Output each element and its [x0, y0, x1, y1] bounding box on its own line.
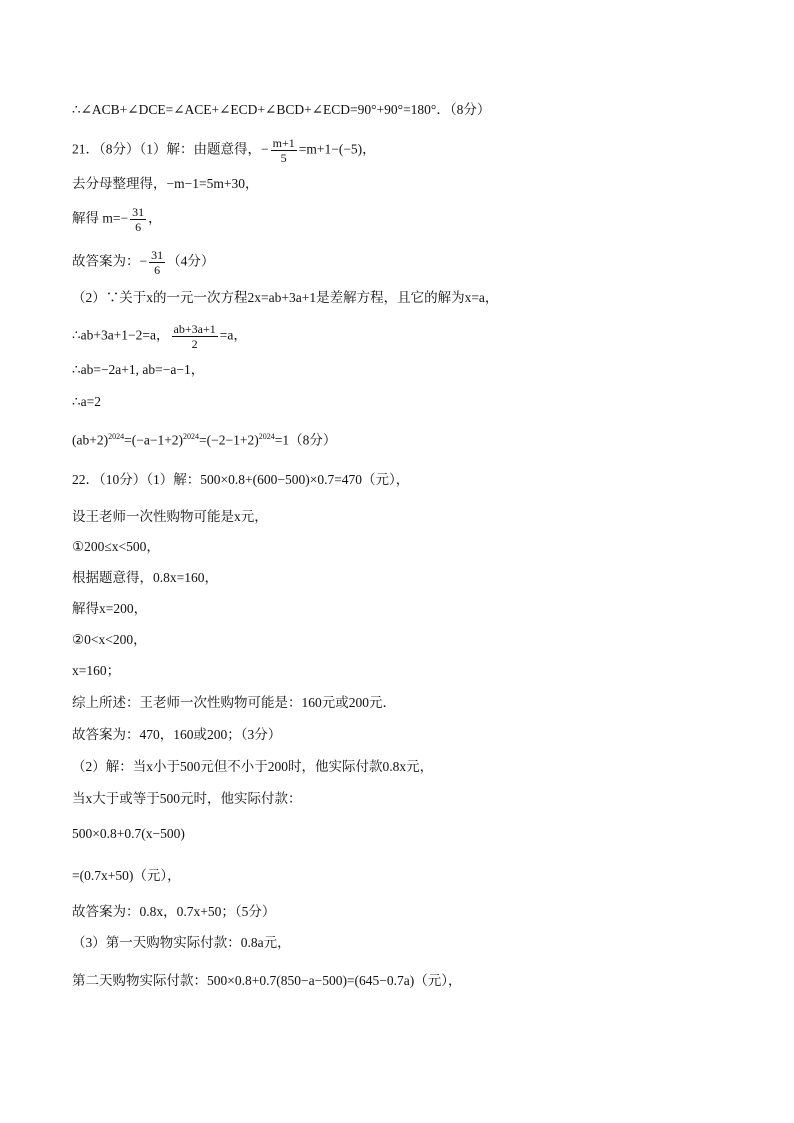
power-base-2: =(−a−1+2) — [124, 432, 184, 448]
line-q22-part3: （3）第一天购物实际付款：0.8a元， — [72, 935, 291, 950]
line-x-160: x=160； — [72, 663, 121, 678]
line-by-problem: 根据题意得，0.8x=160， — [72, 570, 218, 585]
line-q22-part1: 22．（10分）（1）解：500×0.8+(600−500)×0.7=470（元）， — [72, 472, 410, 487]
power-base-1: (ab+2) — [72, 432, 109, 448]
line-solve-x: 解得x=200， — [72, 601, 148, 616]
q21-header: 21．（8分）（1）解：由题意得， — [72, 141, 261, 157]
fraction-numerator: 31 — [151, 248, 164, 262]
fraction-denominator: 5 — [280, 151, 287, 165]
line-ab-values: ∴ab=−2a+1, ab=−a−1， — [72, 362, 205, 377]
line-solve-m — [72, 205, 162, 234]
equation-text: ∴ab+3a+1−2=a， — [72, 327, 170, 343]
line-q21-part2: （2）∵关于x的一元一次方程2x=ab+3a+1是差解方程，且它的解为x=a， — [72, 290, 499, 305]
line-power-result — [72, 427, 336, 451]
fraction — [130, 205, 146, 234]
line-expression: 500×0.8+0.7(x−500) — [72, 826, 185, 841]
fraction-numerator: m+1 — [272, 136, 295, 150]
line-answer-3: 故答案为：0.8x，0.7x+50；（5分） — [72, 904, 276, 919]
equation-rest: =a， — [219, 327, 247, 343]
exponent: 2024 — [258, 432, 275, 441]
line-case-2: ②0<x<200， — [72, 632, 147, 647]
exponent: 2024 — [183, 432, 200, 441]
line-q21-part1 — [72, 136, 376, 165]
line-clear-denominator: 去分母整理得，−m−1=5m+30， — [72, 176, 259, 191]
line-day-two: 第二天购物实际付款：500×0.8+0.7(850−a−500)=(645−0.7a)（元）， — [72, 973, 462, 988]
equation-rest: ， — [148, 210, 162, 226]
line-case-1: ①200≤x<500， — [72, 539, 160, 554]
score-text: （4分） — [167, 253, 215, 269]
fraction-numerator: ab+3a+1 — [173, 322, 216, 336]
fraction-numerator: 31 — [132, 205, 145, 219]
power-result: =1（8分） — [274, 432, 337, 448]
neg-sign: − — [261, 141, 269, 157]
line-summary: 综上所述：王老师一次性购物可能是：160元或200元． — [72, 695, 396, 710]
fraction-denominator: 6 — [154, 263, 161, 277]
line-q22-part2: （2）解：当x小于500元但不小于200时，他实际付款0.8x元， — [72, 759, 434, 774]
line-simplified: =(0.7x+50)（元）， — [72, 868, 181, 883]
line-assume-x: 设王老师一次性购物可能是x元， — [72, 509, 268, 524]
fraction-denominator: 6 — [135, 220, 142, 234]
fraction — [172, 322, 218, 351]
fraction-denominator: 2 — [191, 337, 198, 351]
line-equation-a — [72, 322, 247, 351]
power-base-3: =(−2−1+2) — [199, 432, 259, 448]
line-angle-sum: ∴∠ACB+∠DCE=∠ACE+∠ECD+∠BCD+∠ECD=90°+90°=180°．（8分） — [72, 102, 491, 117]
line-over-500: 当x大于或等于500元时，他实际付款： — [72, 791, 302, 806]
solve-text: 解得 m=− — [72, 210, 129, 226]
fraction — [271, 136, 297, 165]
line-answer-2: 故答案为：470，160或200；（3分） — [72, 727, 282, 742]
line-answer-1 — [72, 248, 214, 277]
line-a-value: ∴a=2 — [72, 394, 101, 409]
equation-rest: =m+1−(−5)， — [298, 141, 376, 157]
exponent: 2024 — [108, 432, 125, 441]
fraction — [149, 248, 165, 277]
answer-text: 故答案为：− — [72, 253, 148, 269]
